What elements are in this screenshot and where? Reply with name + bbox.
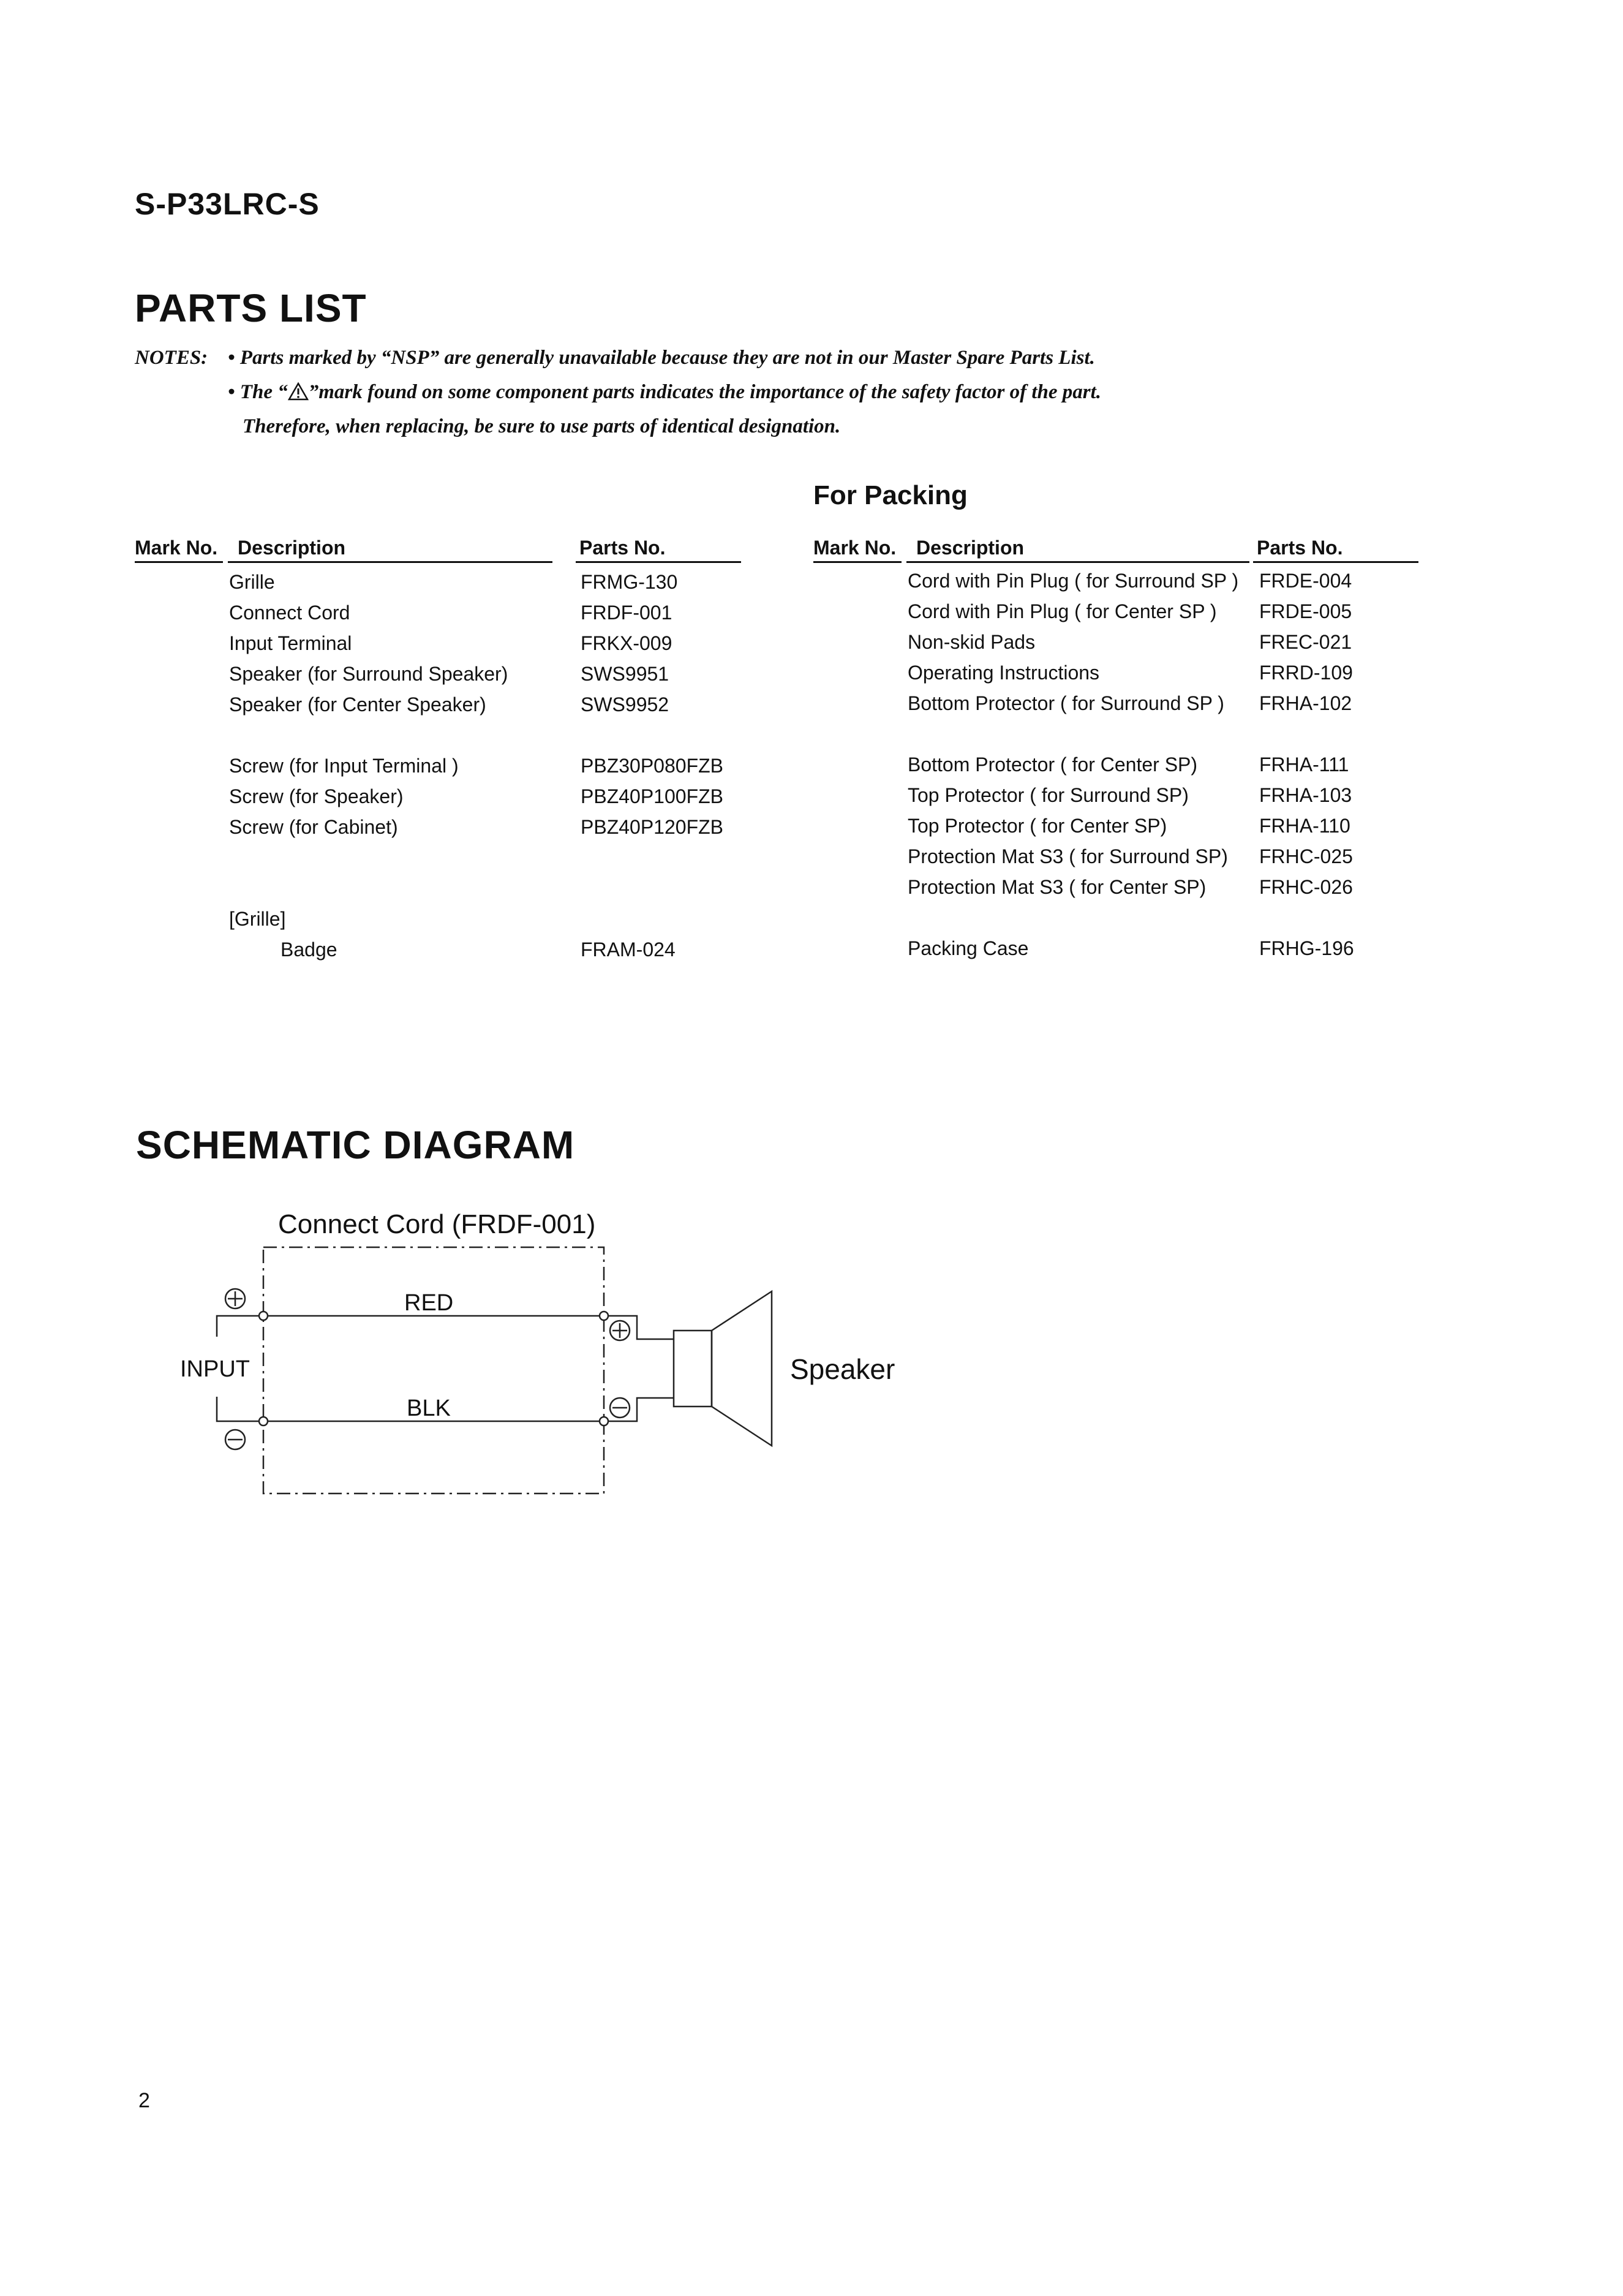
minus-icon — [610, 1398, 630, 1418]
packing-row-parts-no: FRHA-103 — [1259, 784, 1352, 806]
packing-header-parts-no: Parts No. — [1257, 537, 1343, 559]
red-wire-label: RED — [404, 1290, 454, 1316]
note-replacement: Therefore, when replacing, be sure to use parts of identical designation. — [243, 415, 841, 437]
packing-row-description: Protection Mat S3 ( for Surround SP) — [908, 845, 1228, 867]
left-row-parts-no: PBZ30P080FZB — [581, 755, 723, 777]
left-row-description: Grille — [229, 571, 275, 593]
speaker-label: Speaker — [790, 1353, 895, 1385]
packing-row-description: Top Protector ( for Surround SP) — [908, 784, 1189, 806]
connect-cord-box — [263, 1247, 604, 1494]
parts-list-title: PARTS LIST — [135, 286, 367, 330]
left-row-group-label: [Grille] — [229, 908, 286, 930]
left-header-parts-no: Parts No. — [579, 537, 666, 559]
input-bracket — [217, 1397, 263, 1421]
packing-row-parts-no: FRHA-110 — [1259, 815, 1350, 837]
left-row-description: Screw (for Input Terminal ) — [229, 755, 459, 777]
packing-row-parts-no: FRDE-004 — [1259, 570, 1352, 592]
left-row-parts-no: FRMG-130 — [581, 571, 678, 593]
packing-row-description: Non-skid Pads — [908, 631, 1036, 653]
packing-row-parts-no: FRHA-111 — [1259, 753, 1349, 776]
page-number: 2 — [138, 2089, 150, 2112]
note-safety-prefix: • The “ — [228, 381, 288, 403]
packing-row-parts-no: FRHC-025 — [1259, 845, 1353, 867]
packing-row-parts-no: FREC-021 — [1259, 631, 1352, 653]
left-header-mark-no: Mark No. — [135, 537, 218, 559]
left-row-parts-no: FRDF-001 — [581, 602, 672, 624]
terminal-node — [600, 1312, 608, 1320]
packing-row-parts-no: FRHG-196 — [1259, 937, 1354, 959]
left-row-parts-no: PBZ40P100FZB — [581, 785, 723, 807]
left-row-description: Input Terminal — [229, 632, 352, 654]
speaker-magnet — [674, 1331, 712, 1407]
packing-row-description: Protection Mat S3 ( for Center SP) — [908, 876, 1207, 898]
packing-row-description: Bottom Protector ( for Center SP) — [908, 753, 1198, 776]
speaker-cone — [712, 1291, 772, 1446]
left-header-description: Description — [238, 537, 346, 559]
packing-row-parts-no: FRRD-109 — [1259, 662, 1353, 684]
left-row-description: Screw (for Cabinet) — [229, 816, 398, 838]
packing-row-description: Cord with Pin Plug ( for Center SP ) — [908, 600, 1217, 622]
input-bracket — [217, 1316, 263, 1337]
left-row-parts-no: FRAM-024 — [581, 938, 676, 961]
blk-wire-label: BLK — [407, 1395, 451, 1421]
left-row-parts-no: SWS9952 — [581, 693, 669, 716]
packing-row-description: Operating Instructions — [908, 662, 1100, 684]
left-row-parts-no: PBZ40P120FZB — [581, 816, 723, 838]
left-row-parts-no: FRKX-009 — [581, 632, 672, 654]
packing-row-parts-no: FRHA-102 — [1259, 692, 1352, 714]
left-row-description: Speaker (for Center Speaker) — [229, 693, 486, 716]
schematic-title: SCHEMATIC DIAGRAM — [136, 1123, 575, 1167]
packing-header-mark-no: Mark No. — [813, 537, 897, 559]
left-row-description: Badge — [281, 938, 337, 961]
minus-icon — [225, 1430, 245, 1449]
packing-header-description: Description — [916, 537, 1025, 559]
model-number: S-P33LRC-S — [135, 187, 320, 221]
packing-row-description: Packing Case — [908, 937, 1029, 959]
left-row-description: Speaker (for Surround Speaker) — [229, 663, 508, 685]
packing-row-description: Top Protector ( for Center SP) — [908, 815, 1167, 837]
packing-row-parts-no: FRHC-026 — [1259, 876, 1353, 898]
note-safety-suffix: ”mark found on some component parts indicates the importance of the safety factor of the part. — [308, 381, 1102, 403]
plus-icon — [225, 1289, 245, 1308]
packing-row-description: Bottom Protector ( for Surround SP ) — [908, 692, 1224, 714]
terminal-node — [259, 1417, 268, 1426]
terminal-node — [259, 1312, 268, 1320]
note-nsp: • Parts marked by “NSP” are generally unavailable because they are not in our Master Spare Parts List. — [228, 347, 1095, 369]
packing-row-parts-no: FRDE-005 — [1259, 600, 1352, 622]
terminal-node — [600, 1417, 608, 1426]
left-row-description: Connect Cord — [229, 602, 350, 624]
speaker-lead-positive — [604, 1316, 674, 1339]
left-row-parts-no: SWS9951 — [581, 663, 669, 685]
speaker-lead-negative — [604, 1398, 674, 1421]
notes-label: NOTES: — [135, 347, 208, 369]
input-label: INPUT — [180, 1356, 250, 1382]
left-row-description: Screw (for Speaker) — [229, 785, 404, 807]
connect-cord-label: Connect Cord (FRDF-001) — [278, 1209, 596, 1239]
for-packing-title: For Packing — [813, 480, 968, 510]
plus-icon — [610, 1321, 630, 1340]
packing-row-description: Cord with Pin Plug ( for Surround SP ) — [908, 570, 1239, 592]
